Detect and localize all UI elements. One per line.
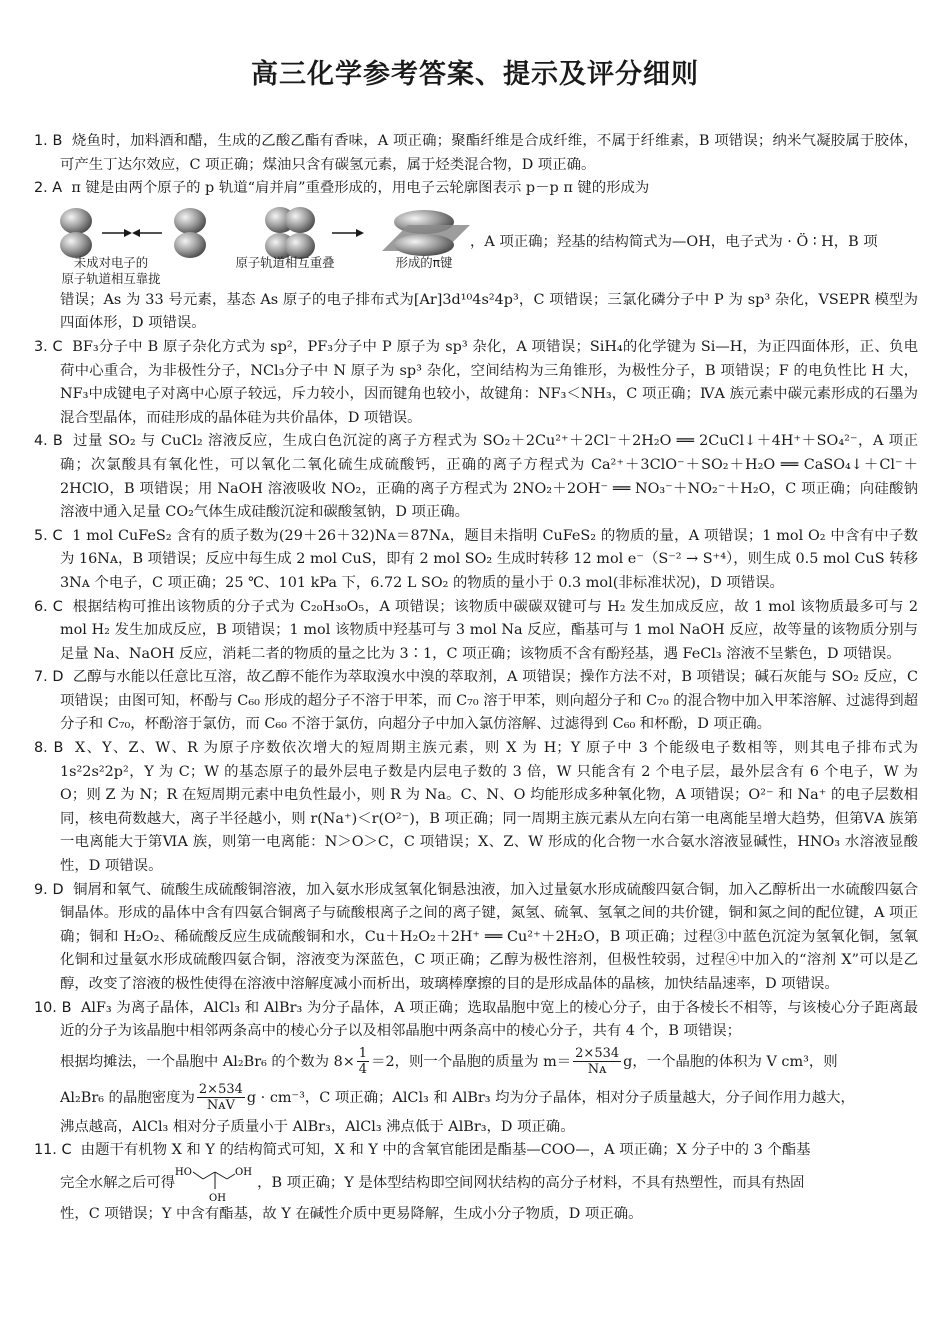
pi-bond-figure-row	[34, 205, 918, 287]
answer-item-5	[34, 525, 918, 596]
caption-approach: 未成对电子的 原子轨道相互靠拢	[61, 254, 161, 286]
answer-text: π 键是由两个原子的 p 轨道“肩并肩”重叠形成的，用电子云轮廓图表示 p－p π 键的形成为	[71, 180, 650, 197]
answer-number: 9. D	[34, 881, 64, 898]
answer-number: 1. B	[34, 133, 63, 149]
overlap-lobe	[285, 207, 315, 233]
fraction-numerator: 2×534	[575, 1046, 620, 1062]
answer-text: ＝2，则一个晶胞的质量为 m＝	[371, 1053, 572, 1070]
answer-number: 4. B	[34, 433, 63, 450]
approach-arrow-head	[132, 229, 140, 237]
fraction	[573, 1046, 621, 1077]
answer-number: 8. B	[34, 740, 64, 757]
glycerol-line	[60, 1163, 918, 1203]
answer-text: 由题干有机物 X 和 Y 的结构简式可知，X 和 Y 中的含氧官能团是酯基—COO—，A 项正确；X 分子中的 3 个酯基	[80, 1142, 811, 1159]
bond-line	[227, 1174, 235, 1179]
bond-line	[203, 1172, 215, 1179]
answer-item-11	[34, 1139, 918, 1226]
answer-text: 根据均摊法，一个晶胞中 Al₂Br₆ 的个数为 8×	[60, 1053, 355, 1070]
density-line-1	[60, 1044, 918, 1080]
fraction-numerator: 2×534	[198, 1082, 243, 1098]
answer-list	[34, 130, 918, 1227]
fraction	[197, 1082, 245, 1113]
answer-text: ，A 项正确；羟基的结构简式为—OH，电子式为 · Ö ∶ H，B 项	[470, 233, 878, 250]
pi-bond-lower-lobe	[394, 234, 454, 256]
answer-item-7	[34, 666, 918, 737]
answer-text: g · cm⁻³，C 项正确；AlCl₃ 和 AlBr₃ 均为分子晶体，相对分子质量越大，分子间作用力越大，	[246, 1089, 855, 1106]
answer-text: 过量 SO₂ 与 CuCl₂ 溶液反应，生成白色沉淀的离子方程式为 SO₂＋2Cu²⁺＋2Cl⁻＋2H₂O ══ 2CuCl↓＋4H⁺＋SO₄²⁻，A 项正确；次氯酸具有氧化性，可以氧化二氧化硫生成硫酸钙，正确的离子方程式为 Ca²⁺＋3ClO⁻＋SO₂＋H₂O ══ CaSO₄↓＋Cl⁻＋2HClO，B 项错误；用 NaOH 溶液吸收 NO₂，正确的离子方程式为 2NO₂＋2OH⁻ ══ NO₃⁻＋NO₂⁻＋H₂O，C 项正确；向硅酸钠溶液中通入足量 CO₂气体生成硅酸沉淀和碳酸氢钠，D 项正确。	[60, 433, 918, 521]
answer-text: X、Y、Z、W、R 为原子序数依次增大的短周期主族元素，则 X 为 H；Y 原子中 3 个能级电子数相等，则其电子排布式为 1s²2s²2p²，Y 为 C；W 的基态原子的最外层电子数是内层电子数的 3 倍，W 只能含有 2 个电子层，最外层含有 6 个电子，W 为 O；则 Z 为 N；R 在短周期元素中电负性最小，则 R 为 Na。C、N、O 均能形成多种氧化物，A 项错误；O²⁻ 和 Na⁺ 的电子层数相同，核电荷数越大，离子半径越小，则 r(Na⁺)＜r(O²⁻)，B 项正确；同一周期主族元素从左向右第一电离能呈增大趋势，但第ⅤA 族第一电离能大于第ⅥA 族，则第一电离能：N＞O＞C，C 项错误；X、Z、W 形成的化合物一水合氨水溶液显碱性，HNO₃ 水溶液显酸性，D 项错误。	[60, 740, 918, 875]
answer-item-3	[34, 336, 918, 430]
p-orbital-lobe	[60, 208, 92, 234]
answer-text: 性，C 项错误；Y 中含有酯基，故 Y 在碱性介质中更易降解，生成小分子物质，D 项正确。	[60, 1205, 643, 1222]
fraction-denominator: Nᴀ	[587, 1062, 607, 1078]
page-title: 高三化学参考答案、提示及评分细则	[251, 59, 699, 90]
fraction-denominator: 4	[358, 1062, 368, 1078]
answer-item-2	[34, 177, 918, 336]
answer-text: 铜屑和氧气、硫酸生成硫酸铜溶液，加入氨水形成氢氧化铜悬浊液，加入过量氨水形成硫酸四氨合铜，加入乙醇析出一水硫酸四氨合铜晶体。形成的晶体中含有四氨合铜离子与硫酸根离子之间的离子键，氮氢、硫氧、氢氧之间的共价键，铜和氮之间的配位键，A 项正确；铜和 H₂O₂、稀硫酸反应生成硫酸铜和水，Cu＋H₂O₂＋2H⁺ ══ Cu²⁺＋2H₂O，B 项正确；过程③中蓝色沉淀为氢氧化铜，氢氧化铜和过量氨水形成硫酸四氨合铜，溶液变为深蓝色，C 项正确；乙醇为极性溶剂，但极性较弱，过程④中加入的“溶剂 X”可以是乙醇，改变了溶液的极性使得在溶液中溶解度减小而析出，玻璃棒摩擦的目的是形成晶体的晶核，加快结晶速率，D 项错误。	[60, 881, 918, 992]
answer-text: 烧鱼时，加料酒和醋，生成的乙酸乙酯有香味，A 项正确；聚酯纤维是合成纤维，不属于纤维素，B 项错误；纳米气凝胶属于胶体，可产生丁达尔效应，C 项正确；煤油只含有碳氢元素，属于烃类混合物，D 项正确。	[60, 133, 918, 173]
caption-overlap: 原子轨道相互重叠	[235, 254, 335, 270]
pi-bond-orbital-diagram	[34, 205, 470, 287]
fraction-numerator: 1	[358, 1046, 368, 1062]
answer-text: 沸点越高，AlCl₃ 相对分子质量小于 AlBr₃，AlCl₃ 沸点低于 AlBr₃，D 项正确。	[60, 1118, 575, 1135]
answer-text: 乙醇与水能以任意比互溶，故乙醇不能作为萃取溴水中溴的萃取剂，A 项错误；操作方法不对，B 项错误；碱石灰能与 SO₂ 反应，C 项错误；由图可知，杯酚与 C₆₀ 形成的超分子不溶于甲苯，而 C₇₀ 溶于甲苯，则向超分子和 C₇₀ 的混合物中加入甲苯溶解、过滤得到超分子和 C₇₀，杯酚溶于氯仿，而 C₆₀ 不溶于氯仿，向超分子中加入氯仿溶解、过滤得到 C₆₀ 和杯酚，D 项正确。	[60, 669, 919, 733]
oh-label: HO	[175, 1166, 193, 1178]
oh-label: OH	[235, 1166, 253, 1178]
answer-text: AlF₃ 为离子晶体，AlCl₃ 和 AlBr₃ 为分子晶体，A 项正确；选取晶胞中宽上的棱心分子，由于各棱长不相等，与该棱心分子距离最近的分子为该晶胞中相邻两条高中的棱心分子以及相邻晶胞中两条高中的棱心分子，共有 4 个，B 项错误；	[60, 999, 918, 1040]
answer-item-1	[34, 130, 918, 177]
p-orbital-lobe	[174, 208, 206, 234]
answer-number: 10. B	[34, 999, 72, 1016]
fraction-denominator: NᴀV	[206, 1098, 235, 1114]
answer-item-10	[34, 997, 918, 1140]
answer-text: 根据结构可推出该物质的分子式为 C₂₀H₃₀O₅，A 项错误；该物质中碳碳双键可与 H₂ 发生加成反应，故 1 mol 该物质最多可与 2 mol H₂ 发生加成反应，B 项错误；1 mol 该物质中羟基可与 3 mol Na 反应，酯基可与 1 mol NaOH 反应，故等量的该物质分别与足量 Na、NaOH 反应，消耗二者的物质的量之比为 3∶1，C 项正确；该物质不含有酚羟基，遇 FeCl₃ 溶液不呈紫色，D 项错误。	[60, 598, 918, 662]
answer-text: ，B 项正确；Y 是体型结构即空间网状结构的高分子材料，不具有热塑性，而具有热固	[257, 1174, 805, 1191]
density-line-2	[60, 1080, 918, 1116]
caption-pi-bond: 形成的π键	[395, 254, 453, 270]
answer-text: g，一个晶胞的体积为 V cm³，则	[623, 1053, 838, 1070]
answer-item-4	[34, 430, 918, 524]
answer-number: 11. C	[34, 1142, 72, 1159]
answer-item-9	[34, 879, 918, 997]
approach-arrow-head	[124, 229, 132, 237]
oh-label: OH	[209, 1192, 227, 1203]
answer-item-8	[34, 737, 918, 879]
answer-number: 3. C	[34, 338, 63, 355]
answer-text: 错误；As 为 33 号元素，基态 As 原子的电子排布式为[Ar]3d¹⁰4s²4p³，C 项错误；三氯化磷分子中 P 为 sp³ 杂化，VSEPR 模型为四面体形，D 项错误。	[60, 291, 918, 332]
answer-number: 7. D	[34, 669, 64, 686]
answer-text: 完全水解之后可得	[60, 1174, 176, 1191]
fraction	[357, 1046, 369, 1077]
bond-line	[193, 1172, 203, 1179]
answer-text: 1 mol CuFeS₂ 含有的质子数为(29＋26＋32)Nᴀ＝87Nᴀ，题目未指明 CuFeS₂ 的物质的量，A 项错误；1 mol O₂ 中含有中子数为 16Nᴀ，B 项错误；反应中每生成 2 mol CuS，即有 2 mol SO₂ 生成时转移 12 mol e⁻（S⁻² → S⁺⁴），则生成 0.5 mol CuS 转移 3Nᴀ 个电子，C 项正确；25 ℃、101 kPa 下，6.72 L SO₂ 的物质的量小于 0.3 mol(非标准状况)，D 项错误。	[60, 527, 918, 591]
answer-number: 2. A	[34, 180, 63, 197]
answer-item-6	[34, 596, 918, 667]
answer-number: 6. C	[34, 598, 63, 615]
answer-text: Al₂Br₆ 的晶胞密度为	[60, 1089, 195, 1106]
formation-arrow-head	[356, 229, 364, 237]
answer-text: BF₃分子中 B 原子杂化方式为 sp²，PF₃分子中 P 原子为 sp³ 杂化，A 项错误；SiH₄的化学键为 Si—H，为正四面体形，正、负电荷中心重合，为非极性分子，NCl₃分子中 N 原子为 sp³ 杂化，空间结构为三角锥形，为极性分子，B 项错误；F 的电负性比 H 大，NF₃中成键电子对离中心原子较远，斥力较小，因而键角也较小，故键角：NF₃＜NH₃，C 项正确；ⅣA 族元素中碳元素形成的石墨为混合型晶体，而硅形成的晶体硅为共价晶体，D 项错误。	[60, 338, 918, 426]
glycerol-structure	[175, 1163, 257, 1203]
bond-line	[215, 1172, 227, 1179]
answer-number: 5. C	[34, 527, 63, 544]
